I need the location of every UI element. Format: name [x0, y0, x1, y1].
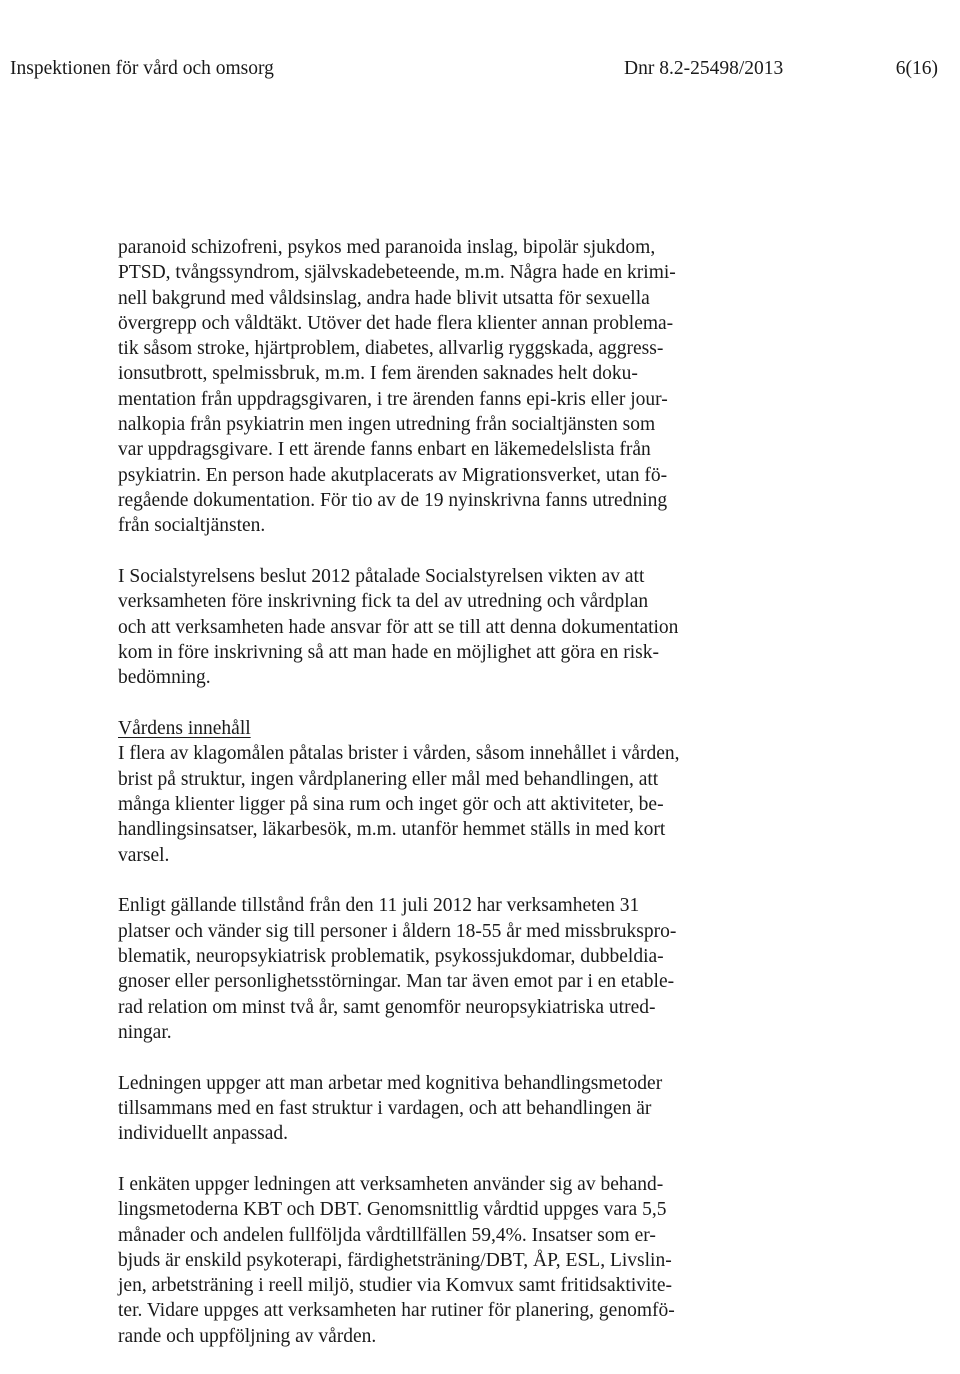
- paragraph-spacer: [118, 539, 818, 565]
- paragraph-spacer: [118, 1147, 818, 1173]
- paragraph-patient-background: [118, 235, 818, 539]
- paragraph-management-methods: [118, 1071, 818, 1147]
- section-heading: Vårdens innehåll: [118, 718, 251, 740]
- text-line: månader och andelen fullföljda vårdtillfällen 59,4%. Insatser som er-: [118, 1224, 656, 1246]
- text-line: I flera av klagomålen påtalas brister i vården, såsom innehållet i vården,: [118, 743, 680, 765]
- paragraph-spacer: [118, 868, 818, 894]
- paragraph-permit: [118, 893, 818, 1045]
- paragraph-spacer: [118, 691, 818, 717]
- text-line: brist på struktur, ingen vårdplanering eller mål med behandlingen, att: [118, 768, 659, 790]
- text-line: paranoid schizofreni, psykos med paranoida inslag, bipolär sjukdom,: [118, 237, 656, 258]
- paragraph-socialstyrelsen-decision: [118, 564, 818, 690]
- text-line: I Socialstyrelsens beslut 2012 påtalade Socialstyrelsen vikten av att: [118, 566, 645, 588]
- text-line: kom in före inskrivning så att man hade en möjlighet att göra en risk-: [118, 641, 659, 663]
- text-line: ter. Vidare uppges att verksamheten har rutiner för planering, genomfö-: [118, 1300, 675, 1322]
- text-line: psykiatrin. En person hade akutplacerats av Migrationsverket, utan fö-: [118, 464, 668, 486]
- text-line: nalkopia från psykiatrin men ingen utredning från socialtjänsten som: [118, 414, 656, 436]
- text-line: regående dokumentation. För tio av de 19 nyinskrivna fanns utredning: [118, 489, 668, 511]
- text-line: många klienter ligger på sina rum och inget gör och att aktiviteter, be-: [118, 793, 664, 815]
- text-line: nell bakgrund med våldsinslag, andra hade blivit utsatta för sexuella: [118, 287, 650, 309]
- text-line: gnoser eller personlighetsstörningar. Man tar även emot par i en etable-: [118, 971, 675, 993]
- text-line: verksamheten före inskrivning fick ta del av utredning och vårdplan: [118, 591, 649, 613]
- page-header: [10, 58, 938, 86]
- text-line: Ledningen uppger att man arbetar med kognitiva behandlingsmetoder: [118, 1072, 663, 1094]
- diary-number: Dnr 8.2-25498/2013: [624, 58, 784, 79]
- text-line: blematik, neuropsykiatrisk problematik, psykossjukdomar, dubbeldia-: [118, 945, 664, 967]
- text-line: tik såsom stroke, hjärtproblem, diabetes, allvarlig ryggskada, aggress-: [118, 338, 664, 360]
- text-line: jen, arbetsträning i reell miljö, studier via Komvux samt fritidsaktivite-: [118, 1275, 672, 1297]
- document-body: [118, 235, 818, 1349]
- paragraph-care-complaints: [118, 741, 818, 867]
- text-line: varsel.: [118, 844, 170, 866]
- text-line: och att verksamheten hade ansvar för att se till att denna dokumentation: [118, 616, 679, 638]
- text-line: rande och uppföljning av vården.: [118, 1325, 377, 1347]
- text-line: lingsmetoderna KBT och DBT. Genomsnittlig vårdtid uppges vara 5,5: [118, 1199, 667, 1221]
- text-line: handlingsinsatser, läkarbesök, m.m. utanför hemmet ställs in med kort: [118, 819, 666, 841]
- text-line: platser och vänder sig till personer i åldern 18-55 år med missbrukspro-: [118, 920, 677, 942]
- text-line: bjuds är enskild psykoterapi, färdighetsträning/DBT, ÅP, ESL, Livslin-: [118, 1249, 672, 1271]
- text-line: ningar.: [118, 1021, 172, 1043]
- paragraph-spacer: [118, 1045, 818, 1071]
- text-line: ionsutbrott, spelmissbruk, m.m. I fem ärenden saknades helt doku-: [118, 363, 638, 385]
- text-line: individuellt anpassad.: [118, 1123, 289, 1145]
- text-line: I enkäten uppger ledningen att verksamheten använder sig av behand-: [118, 1174, 664, 1195]
- text-line: övergrepp och våldtäkt. Utöver det hade flera klienter annan problema-: [118, 312, 674, 334]
- text-line: bedömning.: [118, 667, 211, 689]
- paragraph-survey: [118, 1172, 818, 1349]
- text-line: från socialtjänsten.: [118, 515, 266, 537]
- organization-name: Inspektionen för vård och omsorg: [10, 58, 274, 79]
- text-line: mentation från uppdragsgivaren, i tre ärenden fanns epi-kris eller jour-: [118, 388, 668, 410]
- text-line: PTSD, tvångssyndrom, självskadebeteende, m.m. Några hade en krimi-: [118, 262, 676, 284]
- text-line: Enligt gällande tillstånd från den 11 juli 2012 har verksamheten 31: [118, 895, 640, 917]
- text-line: tillsammans med en fast struktur i vardagen, och att behandlingen är: [118, 1097, 652, 1119]
- text-line: rad relation om minst två år, samt genomför neuropsykiatriska utred-: [118, 996, 656, 1018]
- text-line: var uppdragsgivare. I ett ärende fanns enbart en läkemedelslista från: [118, 439, 651, 461]
- page-number: 6(16): [895, 58, 938, 79]
